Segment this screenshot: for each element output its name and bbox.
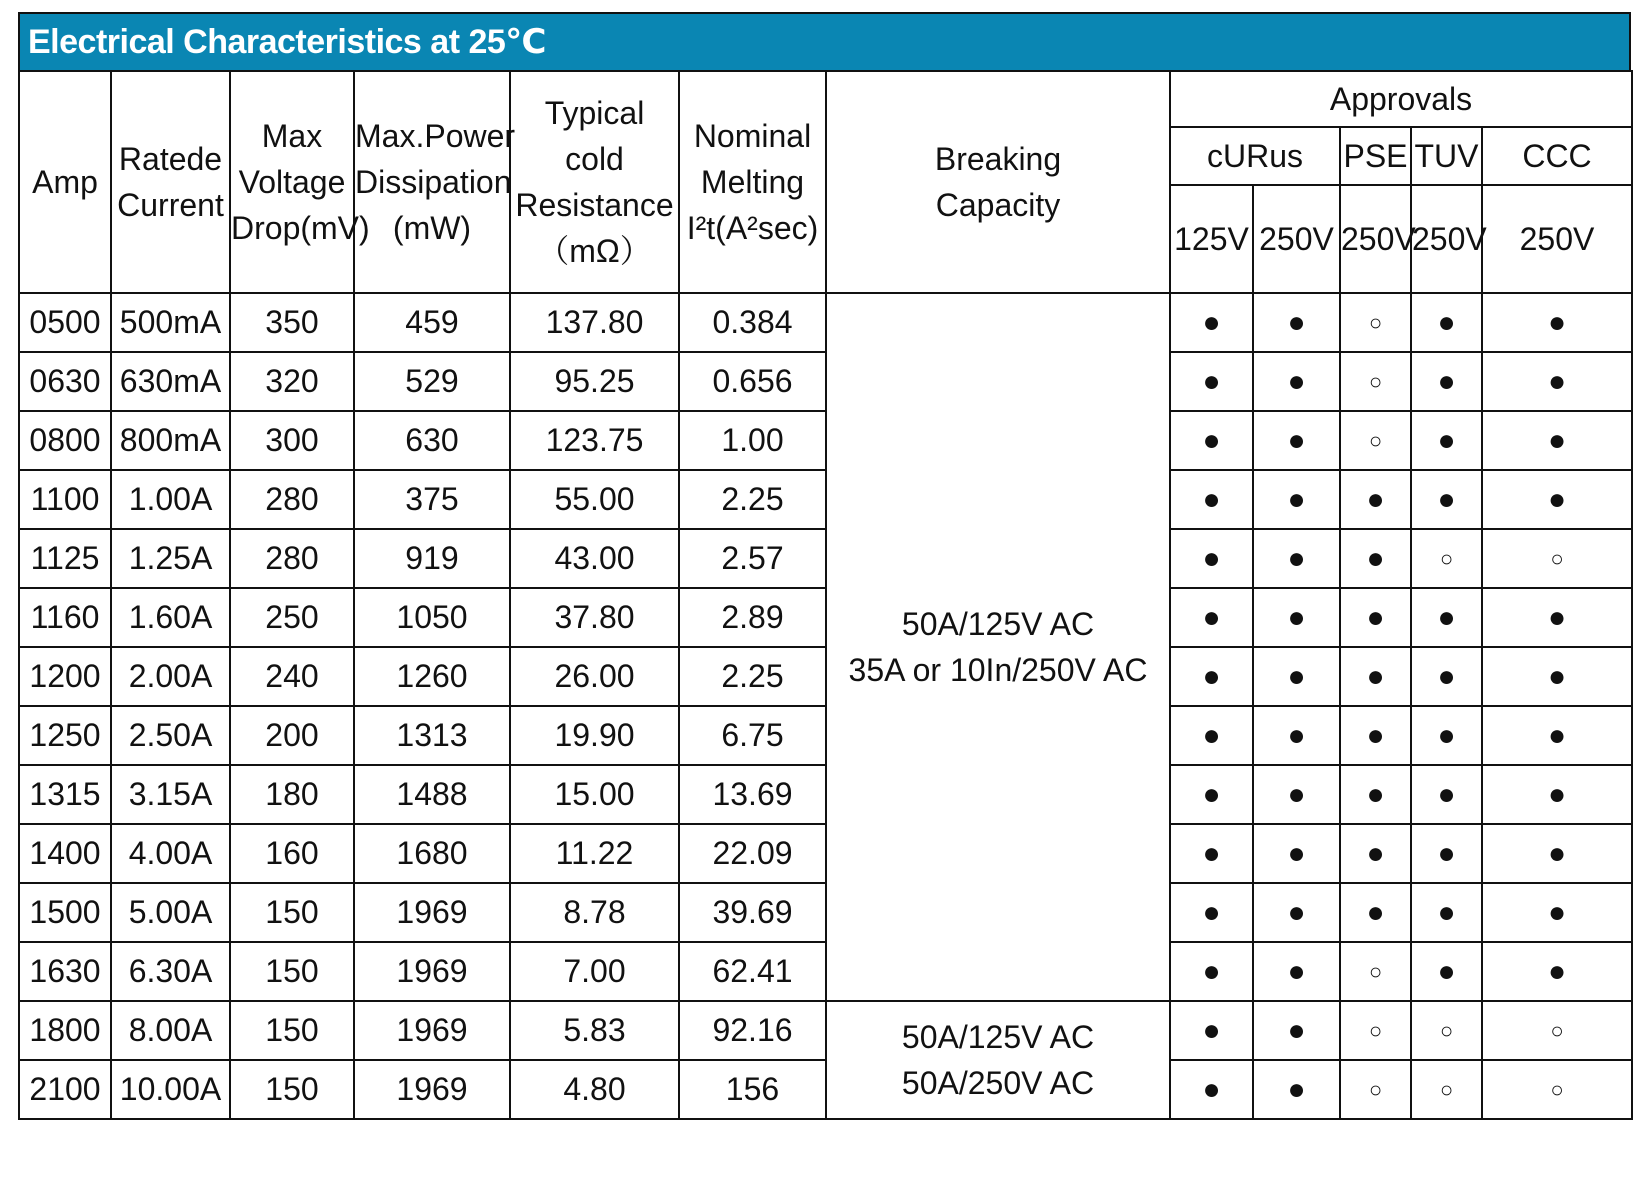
approval-filled-dot: ●: [1482, 647, 1632, 706]
cell-power: 1260: [354, 647, 510, 706]
cell-amp: 1400: [19, 824, 111, 883]
approval-filled-dot: ●: [1170, 942, 1253, 1001]
approval-filled-dot: ●: [1482, 824, 1632, 883]
approval-open-circle: ○: [1482, 1001, 1632, 1060]
header-voltage: 250V: [1411, 185, 1482, 293]
cell-amp: 2100: [19, 1060, 111, 1119]
approval-filled-dot: ●: [1411, 470, 1482, 529]
characteristics-table: [18, 70, 1633, 1120]
cell-resistance: 55.00: [510, 470, 679, 529]
cell-rated-current: 1.60A: [111, 588, 230, 647]
cell-rated-current: 8.00A: [111, 1001, 230, 1060]
approval-filled-dot: ●: [1482, 765, 1632, 824]
header-voltage: 125V: [1170, 185, 1253, 293]
approval-filled-dot: ●: [1411, 293, 1482, 352]
cell-rated-current: 4.00A: [111, 824, 230, 883]
cell-resistance: 43.00: [510, 529, 679, 588]
cell-voltage-drop: 320: [230, 352, 354, 411]
cell-amp: 1500: [19, 883, 111, 942]
cell-amp: 0630: [19, 352, 111, 411]
cell-power: 1969: [354, 1001, 510, 1060]
cell-voltage-drop: 240: [230, 647, 354, 706]
table-row: [19, 1001, 1632, 1060]
approval-filled-dot: ●: [1253, 529, 1340, 588]
cell-i2t: 0.656: [679, 352, 826, 411]
cell-i2t: 22.09: [679, 824, 826, 883]
approval-filled-dot: ●: [1253, 647, 1340, 706]
cell-rated-current: 6.30A: [111, 942, 230, 1001]
cell-i2t: 156: [679, 1060, 826, 1119]
cell-i2t: 2.25: [679, 647, 826, 706]
cell-amp: 1160: [19, 588, 111, 647]
cell-i2t: 6.75: [679, 706, 826, 765]
approval-filled-dot: ●: [1170, 883, 1253, 942]
approval-filled-dot: ●: [1411, 647, 1482, 706]
cell-rated-current: 1.00A: [111, 470, 230, 529]
approval-open-circle: ○: [1411, 529, 1482, 588]
cell-resistance: 137.80: [510, 293, 679, 352]
approval-filled-dot: ●: [1170, 470, 1253, 529]
approval-open-circle: ○: [1340, 352, 1411, 411]
header-breaking-capacity: Breaking Capacity: [826, 71, 1170, 293]
table-row: [19, 647, 1632, 706]
table-row: [19, 352, 1632, 411]
cell-i2t: 2.25: [679, 470, 826, 529]
approval-filled-dot: ●: [1340, 706, 1411, 765]
header-rated-current: Ratede Current: [111, 71, 230, 293]
header-cert-tuv: TUV: [1411, 127, 1482, 185]
approval-filled-dot: ●: [1482, 588, 1632, 647]
cell-amp: 0800: [19, 411, 111, 470]
cell-amp: 1630: [19, 942, 111, 1001]
cell-resistance: 19.90: [510, 706, 679, 765]
cell-rated-current: 500mA: [111, 293, 230, 352]
cell-resistance: 123.75: [510, 411, 679, 470]
approval-filled-dot: ●: [1482, 352, 1632, 411]
header-voltage: 250V: [1253, 185, 1340, 293]
cell-i2t: 1.00: [679, 411, 826, 470]
table-row: [19, 824, 1632, 883]
cell-power: 1050: [354, 588, 510, 647]
cell-power: 919: [354, 529, 510, 588]
header-approvals: Approvals: [1170, 71, 1632, 127]
approval-open-circle: ○: [1340, 293, 1411, 352]
approval-filled-dot: ●: [1170, 706, 1253, 765]
header-voltage: 250V: [1340, 185, 1411, 293]
cell-voltage-drop: 180: [230, 765, 354, 824]
cell-rated-current: 10.00A: [111, 1060, 230, 1119]
approval-filled-dot: ●: [1482, 470, 1632, 529]
cell-rated-current: 2.00A: [111, 647, 230, 706]
approval-open-circle: ○: [1411, 1060, 1482, 1119]
table-row: [19, 588, 1632, 647]
cell-voltage-drop: 200: [230, 706, 354, 765]
approval-filled-dot: ●: [1253, 352, 1340, 411]
approval-filled-dot: ●: [1340, 470, 1411, 529]
cell-voltage-drop: 280: [230, 529, 354, 588]
approval-filled-dot: ●: [1411, 883, 1482, 942]
approval-filled-dot: ●: [1411, 352, 1482, 411]
cell-voltage-drop: 150: [230, 1001, 354, 1060]
header-max-voltage-drop: Max Voltage Drop(mV): [230, 71, 354, 293]
approval-filled-dot: ●: [1340, 765, 1411, 824]
cell-resistance: 8.78: [510, 883, 679, 942]
cell-power: 1488: [354, 765, 510, 824]
cell-rated-current: 630mA: [111, 352, 230, 411]
cell-voltage-drop: 280: [230, 470, 354, 529]
approval-filled-dot: ●: [1340, 883, 1411, 942]
table-row: [19, 529, 1632, 588]
approval-open-circle: ○: [1482, 1060, 1632, 1119]
cell-i2t: 92.16: [679, 1001, 826, 1060]
header-melting-i2t: Nominal Melting I²t(A²sec): [679, 71, 826, 293]
cell-voltage-drop: 150: [230, 883, 354, 942]
table-row: [19, 470, 1632, 529]
approval-filled-dot: ●: [1170, 1060, 1253, 1119]
cell-rated-current: 2.50A: [111, 706, 230, 765]
header-voltage: 250V: [1482, 185, 1632, 293]
breaking-capacity-line: 50A/125V AC: [901, 606, 1095, 642]
approval-filled-dot: ●: [1170, 411, 1253, 470]
cell-resistance: 37.80: [510, 588, 679, 647]
cell-voltage-drop: 150: [230, 1060, 354, 1119]
cell-resistance: 7.00: [510, 942, 679, 1001]
cell-voltage-drop: 350: [230, 293, 354, 352]
cell-i2t: 13.69: [679, 765, 826, 824]
cell-power: 1969: [354, 942, 510, 1001]
approval-filled-dot: ●: [1253, 588, 1340, 647]
cell-resistance: 5.83: [510, 1001, 679, 1060]
breaking-capacity-line: 50A/250V AC: [901, 1065, 1095, 1101]
cell-voltage-drop: 250: [230, 588, 354, 647]
cell-resistance: 11.22: [510, 824, 679, 883]
cell-i2t: 2.89: [679, 588, 826, 647]
cell-power: 375: [354, 470, 510, 529]
cell-power: 1969: [354, 1060, 510, 1119]
approval-filled-dot: ●: [1411, 588, 1482, 647]
cell-power: 459: [354, 293, 510, 352]
cell-amp: 0500: [19, 293, 111, 352]
header-cold-resistance: Typical cold Resistance （mΩ）: [510, 71, 679, 293]
approval-filled-dot: ●: [1253, 942, 1340, 1001]
electrical-characteristics-sheet: [18, 12, 1631, 1120]
cell-amp: 1125: [19, 529, 111, 588]
approval-filled-dot: ●: [1253, 1001, 1340, 1060]
approval-filled-dot: ●: [1170, 293, 1253, 352]
cell-amp: 1200: [19, 647, 111, 706]
approval-open-circle: ○: [1340, 942, 1411, 1001]
cell-resistance: 15.00: [510, 765, 679, 824]
header-amp: Amp: [19, 71, 111, 293]
approval-filled-dot: ●: [1170, 1001, 1253, 1060]
approval-filled-dot: ●: [1340, 647, 1411, 706]
approval-filled-dot: ●: [1253, 411, 1340, 470]
approval-filled-dot: ●: [1253, 824, 1340, 883]
approval-open-circle: ○: [1411, 1001, 1482, 1060]
cell-rated-current: 5.00A: [111, 883, 230, 942]
approval-filled-dot: ●: [1253, 706, 1340, 765]
header-cert-ccc: CCC: [1482, 127, 1632, 185]
approval-filled-dot: ●: [1411, 706, 1482, 765]
approval-filled-dot: ●: [1253, 765, 1340, 824]
cell-rated-current: 1.25A: [111, 529, 230, 588]
approval-filled-dot: ●: [1411, 824, 1482, 883]
approval-filled-dot: ●: [1170, 352, 1253, 411]
approval-filled-dot: ●: [1482, 883, 1632, 942]
cell-rated-current: 800mA: [111, 411, 230, 470]
breaking-capacity-line: 35A or 10In/250V AC: [848, 652, 1148, 688]
table-body: [19, 293, 1632, 1119]
cell-voltage-drop: 300: [230, 411, 354, 470]
table-row: [19, 942, 1632, 1001]
cell-resistance: 95.25: [510, 352, 679, 411]
cell-resistance: 4.80: [510, 1060, 679, 1119]
approval-filled-dot: ●: [1411, 942, 1482, 1001]
header-max-power: Max.Power Dissipation (mW): [354, 71, 510, 293]
approval-open-circle: ○: [1340, 411, 1411, 470]
approval-filled-dot: ●: [1170, 824, 1253, 883]
cell-i2t: 2.57: [679, 529, 826, 588]
approval-filled-dot: ●: [1482, 942, 1632, 1001]
header-cert-pse: PSE: [1340, 127, 1411, 185]
approval-filled-dot: ●: [1411, 765, 1482, 824]
cell-voltage-drop: 160: [230, 824, 354, 883]
cell-voltage-drop: 150: [230, 942, 354, 1001]
approval-filled-dot: ●: [1170, 765, 1253, 824]
table-row: [19, 706, 1632, 765]
breaking-capacity-line: 50A/125V AC: [901, 1019, 1095, 1055]
approval-filled-dot: ●: [1253, 293, 1340, 352]
approval-open-circle: ○: [1340, 1060, 1411, 1119]
approval-open-circle: ○: [1482, 529, 1632, 588]
cell-amp: 1800: [19, 1001, 111, 1060]
approval-filled-dot: ●: [1253, 470, 1340, 529]
approval-filled-dot: ●: [1340, 824, 1411, 883]
cell-power: 1680: [354, 824, 510, 883]
cell-i2t: 62.41: [679, 942, 826, 1001]
cell-power: 1313: [354, 706, 510, 765]
cell-i2t: 0.384: [679, 293, 826, 352]
approval-filled-dot: ●: [1411, 411, 1482, 470]
cell-amp: 1100: [19, 470, 111, 529]
cell-power: 630: [354, 411, 510, 470]
approval-filled-dot: ●: [1170, 647, 1253, 706]
table-row: [19, 1060, 1632, 1119]
approval-filled-dot: ●: [1482, 411, 1632, 470]
approval-filled-dot: ●: [1340, 588, 1411, 647]
table-row: [19, 411, 1632, 470]
table-title: Electrical Characteristics at 25℃: [18, 12, 1631, 70]
approval-filled-dot: ●: [1482, 706, 1632, 765]
table-row: [19, 883, 1632, 942]
cell-i2t: 39.69: [679, 883, 826, 942]
approval-filled-dot: ●: [1482, 293, 1632, 352]
cell-rated-current: 3.15A: [111, 765, 230, 824]
cell-resistance: 26.00: [510, 647, 679, 706]
approval-filled-dot: ●: [1340, 529, 1411, 588]
approval-filled-dot: ●: [1170, 529, 1253, 588]
header-cert-curus: cURus: [1170, 127, 1340, 185]
table-row: [19, 765, 1632, 824]
approval-filled-dot: ●: [1253, 1060, 1340, 1119]
approval-filled-dot: ●: [1170, 588, 1253, 647]
cell-power: 529: [354, 352, 510, 411]
cell-amp: 1250: [19, 706, 111, 765]
approval-filled-dot: ●: [1253, 883, 1340, 942]
breaking-capacity-cell: [826, 1001, 1170, 1119]
cell-amp: 1315: [19, 765, 111, 824]
table-row: [19, 293, 1632, 352]
breaking-capacity-cell: [826, 293, 1170, 1001]
approval-open-circle: ○: [1340, 1001, 1411, 1060]
cell-power: 1969: [354, 883, 510, 942]
